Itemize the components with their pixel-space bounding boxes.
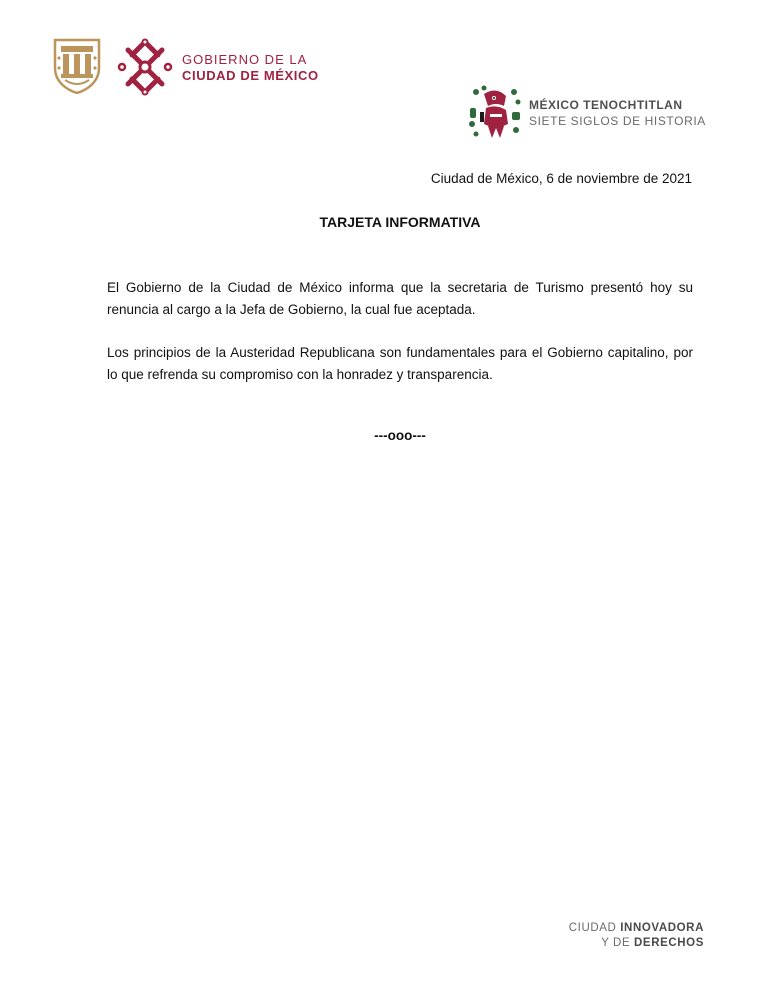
footer-line1-bold: INNOVADORA xyxy=(620,922,704,934)
paragraph-1: El Gobierno de la Ciudad de México informa que la secretaria de Turismo presentó hoy su renuncia al cargo a la Jefa de Gobierno, la cual fue aceptada. xyxy=(107,280,693,317)
government-line2: CIUDAD DE MÉXICO xyxy=(182,68,319,83)
aztec-glyph-icon xyxy=(466,84,524,142)
footer-line2 xyxy=(569,936,704,951)
tenochtitlan-title xyxy=(529,97,706,129)
cdmx-logo-icon xyxy=(116,38,174,96)
footer-line1-regular: CIUDAD xyxy=(568,922,621,934)
government-name xyxy=(182,52,319,84)
tenochtitlan-line1: MÉXICO TENOCHTITLAN xyxy=(529,98,683,112)
footer-line2-bold: DERECHOS xyxy=(634,937,704,949)
document-title: TARJETA INFORMATIVA xyxy=(319,214,481,230)
closing-mark: ---ooo--- xyxy=(374,428,426,443)
paragraph-2: Los principios de la Austeridad Republicana son fundamentales para el Gobierno capitalino, por lo que refrenda su compromiso con la honradez y transparencia. xyxy=(107,345,693,382)
document-date: Ciudad de México, 6 de noviembre de 2021 xyxy=(430,171,692,186)
tenochtitlan-line2: SIETE SIGLOS DE HISTORIA xyxy=(529,114,706,128)
footer-line1 xyxy=(569,921,704,936)
footer-slogan xyxy=(569,921,704,951)
footer-line2-regular: Y DE xyxy=(601,937,635,949)
coat-of-arms-icon xyxy=(53,38,101,94)
government-line1: GOBIERNO DE LA xyxy=(182,52,308,67)
